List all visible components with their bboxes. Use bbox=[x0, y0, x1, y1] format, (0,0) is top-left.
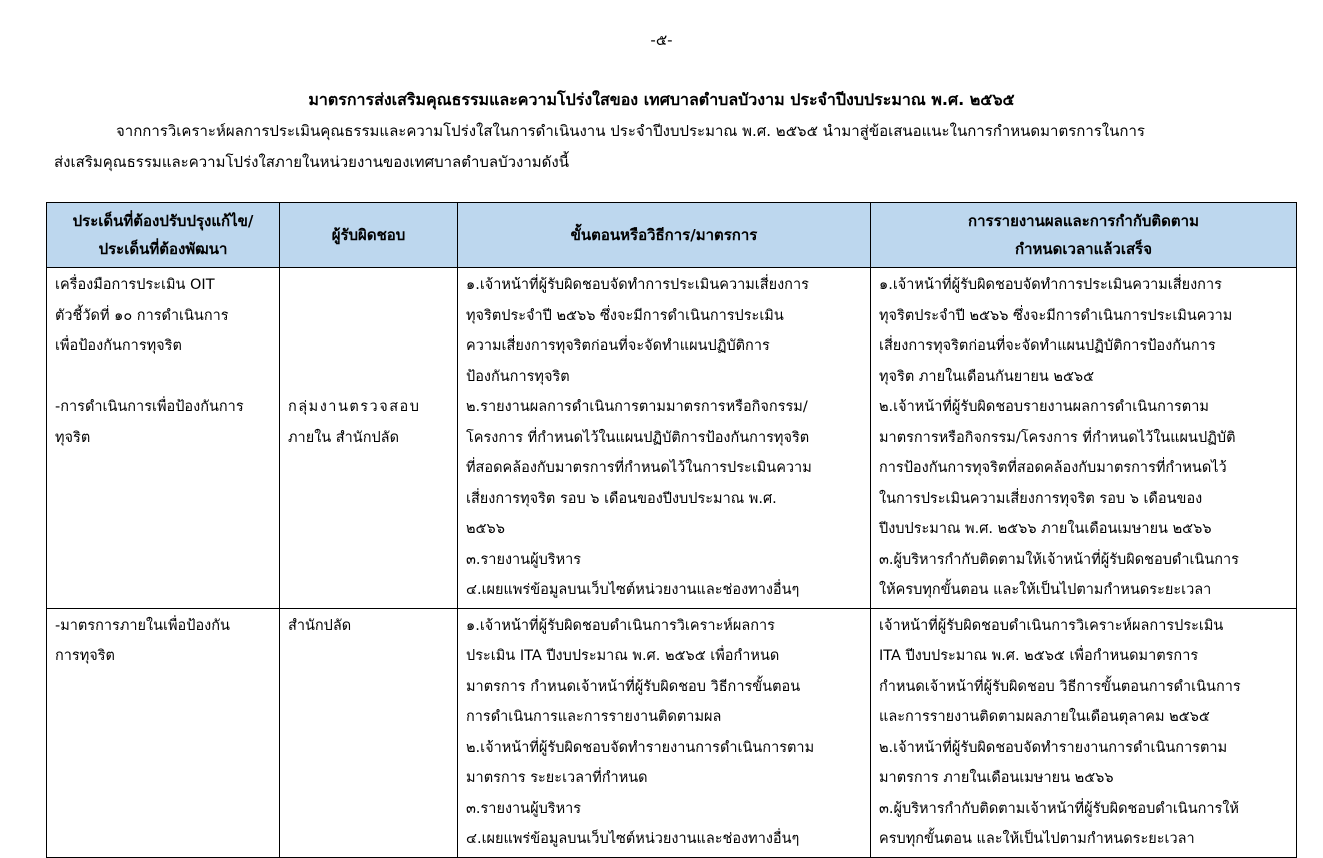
cell-issue bbox=[47, 608, 280, 857]
spacer bbox=[288, 362, 449, 393]
cell-report bbox=[871, 608, 1297, 857]
issue-line: -การดำเนินการเพื่อป้องกันการ bbox=[55, 399, 244, 415]
spacer bbox=[55, 362, 271, 393]
intro-line-1: จากการวิเคราะห์ผลการประเมินคุณธรรมและความโปร่งใสในการดำเนินงาน ประจำปีงบประมาณ พ.ศ. ๒๕๖๕ นำมาสู่ข้อเสนอแนะในการกำหนดมาตรการในการ bbox=[116, 122, 1145, 140]
intro-line-2: ส่งเสริมคุณธรรมและความโปร่งใสภายในหน่วยงานของเทศบาลตำบลบัวงามดังนี้ bbox=[54, 153, 570, 171]
responsible-line: สำนักปลัด bbox=[288, 617, 352, 634]
steps-line: ป้องกันการทุจริต bbox=[466, 368, 570, 385]
header-issue bbox=[47, 203, 280, 268]
cell-steps bbox=[458, 608, 871, 857]
steps-line: ๓.รายงานผู้บริหาร bbox=[466, 551, 582, 568]
report-line: ให้ครบทุกขั้นตอน และให้เป็นไปตามกำหนดระยะเวลา bbox=[879, 582, 1212, 598]
steps-line: ความเสี่ยงการทุจริตก่อนที่จะจัดทำแผนปฏิบัติการ bbox=[466, 338, 770, 354]
steps-line: มาตรการ ระยะเวลาที่กำหนด bbox=[466, 770, 648, 786]
report-line: ปีงบประมาณ พ.ศ. ๒๕๖๖ ภายในเดือนเมษายน ๒๕๖๖ bbox=[879, 521, 1212, 537]
issue-line: ทุจริต bbox=[55, 429, 91, 446]
report-line: ๓.ผู้บริหารกำกับติดตามให้เจ้าหน้าที่ผู้รับผิดชอบดำเนินการ bbox=[879, 551, 1239, 568]
table-header-row bbox=[47, 203, 1297, 268]
report-line: ๒.เจ้าหน้าที่ผู้รับผิดชอบจัดทำรายงานการดำเนินการตาม bbox=[879, 739, 1228, 756]
report-line: เจ้าหน้าที่ผู้รับผิดชอบดำเนินการวิเคราะห์ผลการประเมิน bbox=[879, 617, 1224, 634]
cell-responsible bbox=[280, 268, 458, 609]
report-line: มาตรการหรือกิจกรรม/โครงการ ที่กำหนดไว้ในแผนปฏิบัติ bbox=[879, 429, 1236, 446]
report-line: เสี่ยงการทุจริตก่อนที่จะจัดทำแผนปฏิบัติการป้องกันการ bbox=[879, 338, 1216, 354]
steps-line: ๒.รายงานผลการดำเนินการตามมาตรการหรือกิจกรรม/ bbox=[466, 399, 808, 415]
report-line: ITA ปีงบประมาณ พ.ศ. ๒๕๖๕ เพื่อกำหนดมาตรการ bbox=[879, 648, 1199, 664]
header-responsible: ผู้รับผิดชอบ bbox=[280, 203, 458, 268]
issue-line: การทุจริต bbox=[55, 648, 115, 664]
steps-line: ที่สอดคล้องกับมาตรการที่กำหนดไว้ในการประเมินความ bbox=[466, 460, 812, 476]
report-line: ครบทุกขั้นตอน และให้เป็นไปตามกำหนดระยะเวลา bbox=[879, 831, 1195, 847]
issue-line: เครื่องมือการประเมิน OIT bbox=[55, 277, 215, 293]
cell-report bbox=[871, 268, 1297, 609]
steps-line: ๑.เจ้าหน้าที่ผู้รับผิดชอบจัดทำการประเมินความเสี่ยงการ bbox=[466, 277, 809, 293]
intro-paragraph bbox=[54, 116, 1284, 178]
report-line: ทุจริตประจำปี ๒๕๖๖ ซึ่งจะมีการดำเนินการประเมินความ bbox=[879, 307, 1233, 324]
table-row bbox=[47, 608, 1297, 857]
header-steps: ขั้นตอนหรือวิธีการ/มาตรการ bbox=[458, 203, 871, 268]
spacer bbox=[288, 270, 449, 301]
steps-line: ๔.เผยแพร่ข้อมูลบนเว็บไซต์หน่วยงานและช่องทางอื่นๆ bbox=[466, 582, 800, 598]
steps-line: ทุจริตประจำปี ๒๕๖๖ ซึ่งจะมีการดำเนินการประเมิน bbox=[466, 307, 784, 324]
report-line: กำหนดเจ้าหน้าที่ผู้รับผิดชอบ วิธีการขั้นตอนการดำเนินการ bbox=[879, 678, 1241, 695]
steps-line: มาตรการ กำหนดเจ้าหน้าที่ผู้รับผิดชอบ วิธีการขั้นตอน bbox=[466, 678, 801, 695]
issue-line: เพื่อป้องกันการทุจริต bbox=[55, 338, 182, 354]
steps-line: เสี่ยงการทุจริต รอบ ๖ เดือนของปีงบประมาณ พ.ศ. bbox=[466, 490, 777, 507]
responsible-line: ภายใน สำนักปลัด bbox=[288, 429, 399, 446]
cell-steps bbox=[458, 268, 871, 609]
header-report-line-1: การรายงานผลและการกำกับติดตาม bbox=[968, 212, 1199, 230]
report-line: มาตรการ ภายในเดือนเมษายน ๒๕๖๖ bbox=[879, 770, 1114, 786]
report-line: ทุจริต ภายในเดือนกันยายน ๒๕๖๕ bbox=[879, 368, 1095, 385]
cell-issue bbox=[47, 268, 280, 609]
report-line: การป้องกันการทุจริตที่สอดคล้องกับมาตรการที่กำหนดไว้ bbox=[879, 460, 1227, 476]
steps-line: ๔.เผยแพร่ข้อมูลบนเว็บไซต์หน่วยงานและช่องทางอื่นๆ bbox=[466, 831, 800, 847]
spacer bbox=[288, 331, 449, 362]
steps-line: การดำเนินการและการรายงานติดตามผล bbox=[466, 709, 722, 725]
report-line: ๓.ผู้บริหารกำกับติดตามเจ้าหน้าที่ผู้รับผิดชอบดำเนินการให้ bbox=[879, 800, 1239, 817]
steps-line: ๓.รายงานผู้บริหาร bbox=[466, 800, 582, 817]
issue-line: -มาตรการภายในเพื่อป้องกัน bbox=[55, 617, 230, 634]
table-row bbox=[47, 268, 1297, 609]
responsible-line: กลุ่มงานตรวจสอบ bbox=[288, 399, 421, 415]
cell-responsible bbox=[280, 608, 458, 857]
report-line: ๑.เจ้าหน้าที่ผู้รับผิดชอบจัดทำการประเมินความเสี่ยงการ bbox=[879, 277, 1222, 293]
header-issue-line-2: ประเด็นที่ต้องพัฒนา bbox=[98, 240, 228, 258]
header-issue-line-1: ประเด็นที่ต้องปรับปรุงแก้ไข/ bbox=[72, 212, 254, 230]
report-line: ในการประเมินความเสี่ยงการทุจริต รอบ ๖ เดือนของ bbox=[879, 490, 1203, 507]
page-number: -๕- bbox=[650, 31, 673, 49]
steps-line: ๒.เจ้าหน้าที่ผู้รับผิดชอบจัดทำรายงานการดำเนินการตาม bbox=[466, 739, 815, 756]
issue-line: ตัวชี้วัดที่ ๑๐ การดำเนินการ bbox=[55, 307, 229, 324]
report-line: ๒.เจ้าหน้าที่ผู้รับผิดชอบรายงานผลการดำเนินการตาม bbox=[879, 399, 1209, 415]
header-report bbox=[871, 203, 1297, 268]
document-title: มาตรการส่งเสริมคุณธรรมและความโปร่งใสของ เทศบาลตำบลบัวงาม ประจำปีงบประมาณ พ.ศ. ๒๕๖๕ bbox=[308, 90, 1015, 109]
measures-table bbox=[46, 202, 1297, 858]
steps-line: ๑.เจ้าหน้าที่ผู้รับผิดชอบดำเนินการวิเคราะห์ผลการ bbox=[466, 617, 775, 634]
steps-line: โครงการ ที่กำหนดไว้ในแผนปฏิบัติการป้องกันการทุจริต bbox=[466, 429, 810, 446]
header-report-line-2: กำหนดเวลาแล้วเสร็จ bbox=[1015, 240, 1152, 258]
steps-line: ๒๕๖๖ bbox=[466, 521, 505, 537]
report-line: และการรายงานติดตามผลภายในเดือนตุลาคม ๒๕๖๕ bbox=[879, 709, 1210, 725]
spacer bbox=[288, 301, 449, 332]
steps-line: ประเมิน ITA ปีงบประมาณ พ.ศ. ๒๕๖๕ เพื่อกำหนด bbox=[466, 648, 780, 664]
